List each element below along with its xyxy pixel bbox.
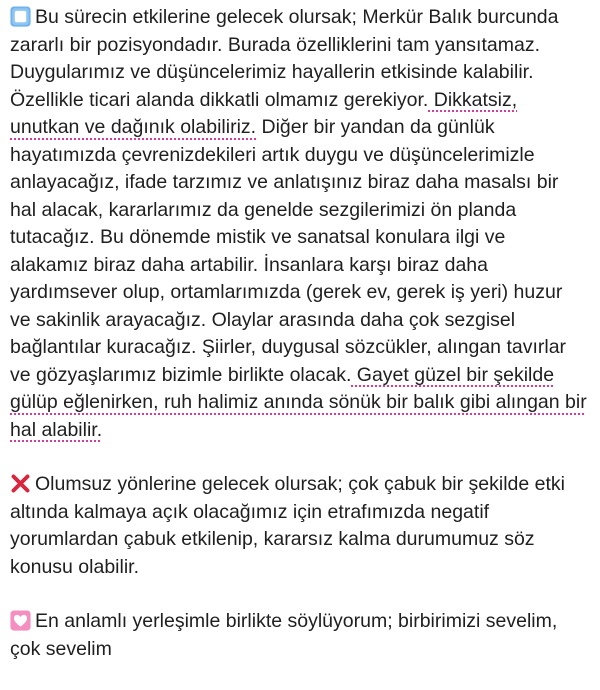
paragraph-negative-aspects	[10, 471, 588, 581]
paragraph-spacer	[10, 581, 588, 608]
paragraph-spacer	[10, 444, 588, 471]
paragraph-1-text-b: Diğer bir yandan da günlük hayatımızda çevrenizdekileri artık duygu ve düşüncelerimizle anlayacağız, ifade tarzımız ve anlatışınız biraz daha masalsı bir hal alacak, kararlarımız da genelde sezgilerimizi ön planda tutacağız. Bu dönemde mistik ve sanatsal konulara ilgi ve alakamız biraz daha artabilir. İnsanlara karşı biraz daha yardımsever olup, ortamlarımızda (gerek ev, gerek iş yeri) huzur ve sakinlik arayacağız. Olaylar arasında daha çok sezgisel bağlantılar kuracağız. Şiirler, duygusal sözcükler, alıngan tavırlar ve gözyaşlarımız bizimle birlikte olacak.	[10, 116, 567, 386]
underlined-phrase-2: Gayet güzel bir şekilde gülüp eğlenirken, ruh halimiz anında sönük bir balık gibi alıngan bir hal alabilir.	[10, 363, 587, 441]
cross-mark-icon	[10, 473, 31, 494]
paragraph-1-text-a: Bu sürecin etkilerine gelecek olursak; Merkür Balık burcunda zararlı bir pozisyondadır. Burada özelliklerini tam yansıtamaz. Duygularımız ve düşüncelerimiz hayallerin etkisinde kalabilir. Özellikle ticari alanda dikkatli olmamız gerekiyor.	[10, 6, 559, 111]
paragraph-merkur-effects	[10, 4, 588, 444]
paragraph-2-text: Olumsuz yönlerine gelecek olursak; çok çabuk bir şekilde etki altında kalmaya açık olacağımız için etrafımızda negatif yorumlardan çabuk etkilenip, kararsız kalma durumumuz söz konusu olabilir.	[10, 473, 565, 578]
heart-decoration-icon	[10, 610, 31, 631]
paragraph-3-text: En anlamlı yerleşimle birlikte söylüyorum; birbirimizi sevelim, çok sevelim	[10, 610, 558, 660]
white-square-button-icon	[10, 6, 31, 27]
paragraph-closing	[10, 608, 588, 663]
underlined-phrase-1: Dikkatsiz, unutkan ve dağınık olabiliriz.	[10, 88, 518, 138]
